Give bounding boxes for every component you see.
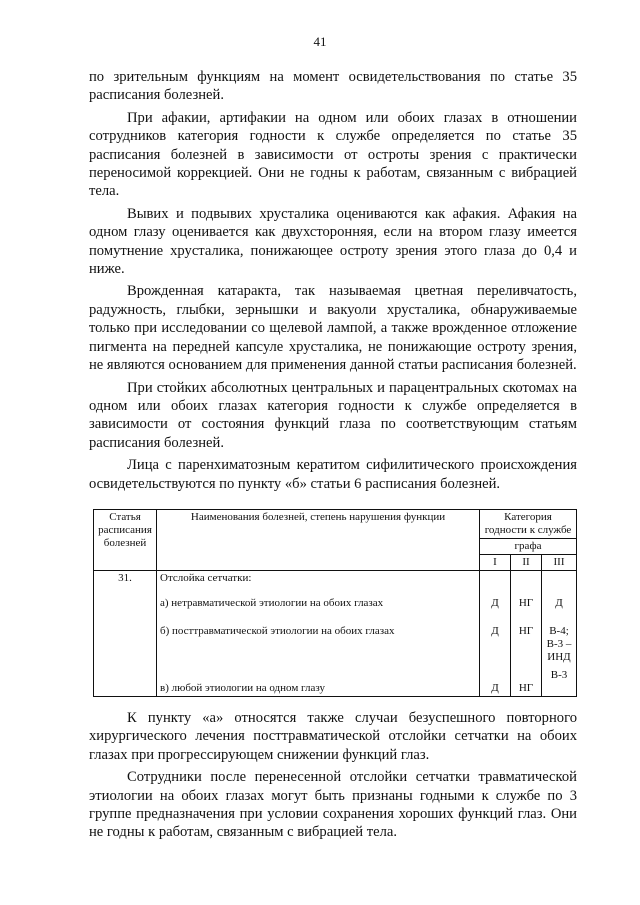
disease-schedule-table xyxy=(93,509,577,697)
paragraph-point-a: К пункту «а» относятся также случаи безуспешного повторного хирургического лечения посттравматической отслойки сетчатки на обоих глазах при прогрессирующем снижении функций глаз. xyxy=(89,709,577,763)
header-category: Категория годности к службе xyxy=(480,509,577,538)
row-c-c3: В-3 xyxy=(550,668,568,681)
header-disease-name: Наименования болезней, степень нарушения функции xyxy=(157,509,480,570)
row-a-name: а) нетравматической этиологии на обоих глазах xyxy=(160,596,384,609)
paragraph-traumatic: Сотрудники после перенесенной отслойки сетчатки травматической этиологии на обоих глазах могут быть признаны годными к службе по 3 группе предназначения при условии сохранения хороших функций глаз. Они не годны к работам, связанным с вибрацией тела. xyxy=(89,769,577,841)
document-body xyxy=(89,68,577,842)
article-body xyxy=(157,570,480,696)
paragraph-continuation: по зрительным функциям на момент освидетельствования по статье 35 расписания болезней. xyxy=(89,69,577,104)
header-article: Статья расписания болезней xyxy=(94,509,157,570)
row-a-c2: НГ xyxy=(518,596,534,609)
row-b-c3: В-4; В-3 – ИНД xyxy=(546,624,572,663)
header-col-1: I xyxy=(480,554,511,570)
row-b-c1: Д xyxy=(491,624,499,637)
table-row xyxy=(94,570,577,696)
row-c-c1: Д xyxy=(491,681,499,694)
paragraph-luxation: Вывих и подвывих хрусталика оцениваются как афакия. Афакия на одном глазу оценивается как двухсторонняя, если на втором глазу имеется помутнение хрусталика, понижающее остроту зрения этого глаза до 0,4 и ниже. xyxy=(89,205,577,278)
table-header-row xyxy=(94,509,577,538)
row-a-c3: Д xyxy=(555,596,563,609)
paragraph-cataract: Врожденная катаракта, так называемая цветная переливчатость, радужность, глыбки, зернышки и вакуоли хрусталика, обнаруживаемые только при исследовании со щелевой лампой, а также врожденное отложение пигмента на передней капсуле хрусталика, не понижающие остроту зрения, не являются основанием для применения данной статьи расписания болезней. xyxy=(89,283,577,374)
category-col-1 xyxy=(480,570,511,696)
row-c-name: в) любой этиологии на одном глазу xyxy=(160,681,325,694)
paragraph-scotoma: При стойких абсолютных центральных и парацентральных скотомах на одном или обоих глазах категория годности к службе определяется в зависимости от состояния функций глаза по соответствующим статьям расписания болезней. xyxy=(89,379,577,451)
header-grafa: графа xyxy=(480,538,577,554)
header-col-2: II xyxy=(511,554,542,570)
category-col-3 xyxy=(542,570,577,696)
article-number: 31. xyxy=(94,570,157,696)
row-b-name: б) посттравматической этиологии на обоих глазах xyxy=(160,624,395,637)
row-c-c2: НГ xyxy=(518,681,534,694)
row-a-c1: Д xyxy=(491,596,499,609)
header-col-3: III xyxy=(542,554,577,570)
page-number: 41 xyxy=(313,34,327,49)
paragraph-keratitis: Лица с паренхиматозным кератитом сифилитического происхождения освидетельствуются по пункту «б» статьи 6 расписания болезней. xyxy=(89,457,577,492)
paragraph-afakia: При афакии, артифакии на одном или обоих глазах в отношении сотрудников категория годности к службе определяется по статье 35 расписания болезней в зависимости от остроты зрения с практически переносимой коррекцией. Они не годны к работам, связанным с вибрацией тела. xyxy=(89,109,577,200)
category-col-2 xyxy=(511,570,542,696)
row-b-c2: НГ xyxy=(518,624,534,637)
article-title: Отслойка сетчатки: xyxy=(160,571,252,584)
